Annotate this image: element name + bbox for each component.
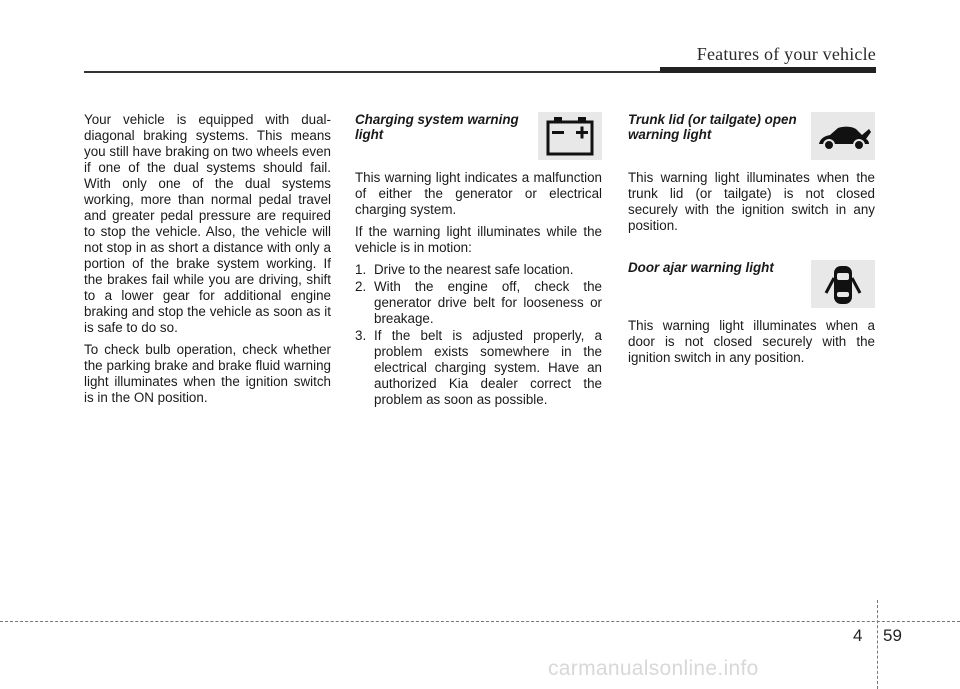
footer-rule <box>0 621 960 622</box>
door-section-title: Door ajar warning light <box>628 260 774 275</box>
list-item: 2. With the engine off, check the generator drive belt for looseness or breakage. <box>355 279 602 326</box>
page-header-title: Features of your vehicle <box>696 44 876 64</box>
page-number: 59 <box>883 626 902 645</box>
battery-icon <box>538 112 602 160</box>
brake-system-paragraph: Your vehicle is equipped with dual-diagonal braking systems. This means you still have braking on two wheels even if one of the dual systems should fail. With only one of the dual systems working, more than normal pedal travel and greater pedal pressure are required to stop the vehicle. Also, the vehicle will not stop in as short a distance with only a portion of the brake system working. If the brakes fail while you are driving, shift to a lower gear for additional engine braking and stop the vehicle as soon as it is safe to do so. <box>84 112 331 335</box>
bulb-check-paragraph: To check bulb operation, check whether the parking brake and brake fluid warning light illuminates when the ignition switch is in the ON position. <box>84 342 331 405</box>
door-ajar-car-icon <box>811 260 875 308</box>
column-trunk-door <box>628 112 875 372</box>
charging-section-header <box>355 112 602 170</box>
column-brake-info <box>84 112 331 412</box>
charging-steps-list <box>355 262 602 408</box>
charging-description: This warning light indicates a malfunction of either the generator or electrical charging system. <box>355 170 602 217</box>
list-item: 1. Drive to the nearest safe location. <box>355 262 574 277</box>
trunk-open-car-icon <box>811 112 875 160</box>
door-section-header <box>628 260 875 318</box>
charging-section-title: Charging system warning light <box>355 112 519 142</box>
trunk-section-title: Trunk lid (or tailgate) open warning light <box>628 112 797 142</box>
watermark: carmanualsonline.info <box>548 657 759 680</box>
list-item: 3. If the belt is adjusted properly, a problem exists somewhere in the electrical charging system. Have an authorized Kia dealer correct the problem as soon as possible. <box>355 328 602 407</box>
trunk-section-header <box>628 112 875 170</box>
chapter-number: 4 <box>853 626 863 645</box>
footer-divider <box>877 600 878 689</box>
column-charging-system <box>355 112 602 409</box>
header-rule-accent <box>660 67 876 73</box>
door-description: This warning light illuminates when a door is not closed securely with the ignition switch in any position. <box>628 318 875 365</box>
charging-in-motion-intro: If the warning light illuminates while the vehicle is in motion: <box>355 224 602 255</box>
trunk-description: This warning light illuminates when the trunk lid (or tailgate) is not closed securely with the ignition switch in any position. <box>628 170 875 233</box>
